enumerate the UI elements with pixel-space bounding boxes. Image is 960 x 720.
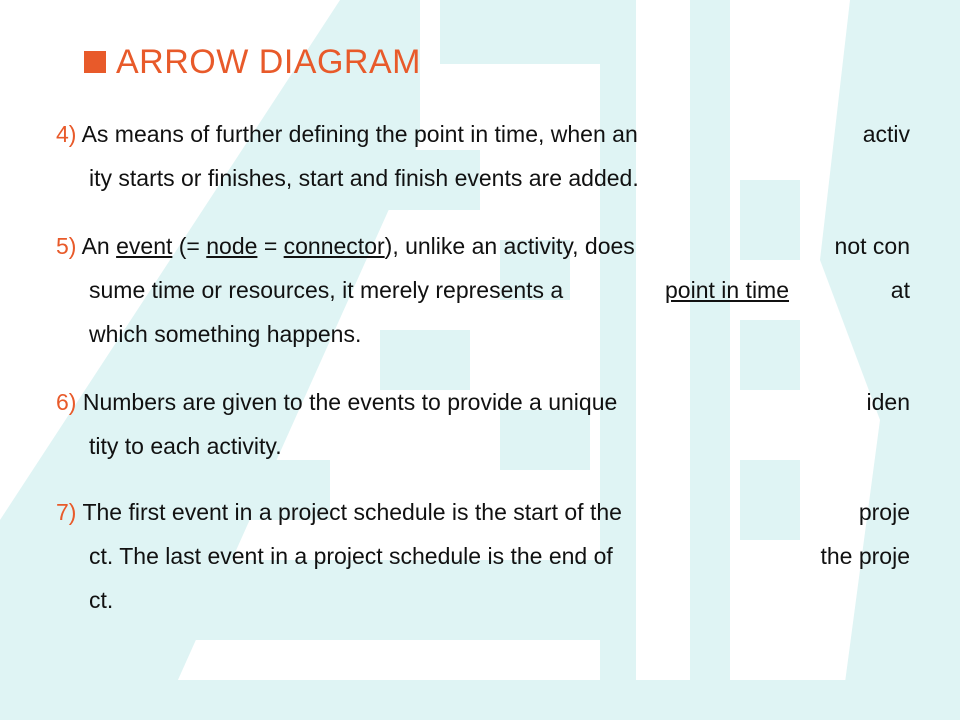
list-item-7-number: 7) [56, 499, 77, 525]
list-item-5-text-c: which something happens. [89, 321, 362, 347]
list-item-5-sep1: (= [178, 233, 200, 259]
slide-title-text: ARROW DIAGRAM [116, 42, 421, 81]
list-item-6-text-c: tity to each activity. [89, 433, 282, 459]
list-item-6-text-b: iden [866, 389, 910, 415]
title-bullet-square [84, 51, 106, 73]
list-item-6 [56, 380, 910, 468]
list-item-7-text-e: ct. [89, 587, 114, 613]
list-item-4 [56, 112, 910, 200]
term-event: event [116, 233, 173, 259]
list-item-5-at: at [890, 277, 910, 303]
list-item-7-line-3 [56, 578, 910, 622]
list-item-5-sep2: = [263, 233, 278, 259]
list-item-4-line-2 [56, 156, 910, 200]
list-item-6-line-1 [56, 380, 910, 424]
list-item-5 [56, 224, 910, 356]
list-item-5-number: 5) [56, 233, 77, 259]
list-item-5-line-1 [56, 224, 910, 268]
list-item-5-line-3 [56, 312, 910, 356]
slide-title [84, 40, 421, 84]
list-item-4-text-b: activ [862, 121, 910, 147]
list-item-5-line-2 [56, 268, 910, 312]
list-item-4-line-1 [56, 112, 910, 156]
term-connector: connector [283, 233, 385, 259]
list-item-5-text-b: sume time or resources, it merely represents a [89, 277, 564, 303]
list-item-7-text-c: ct. The last event in a project schedule is the end of [89, 543, 613, 569]
list-item-5-end: not con [834, 233, 910, 259]
list-item-6-line-2 [56, 424, 910, 468]
term-point-in-time: point in time [665, 277, 790, 303]
list-item-7-text-a: The first event in a project schedule is the start of the [82, 499, 622, 525]
list-item-7 [56, 490, 910, 622]
list-item-7-line-2 [56, 534, 910, 578]
list-item-7-text-b: proje [858, 499, 910, 525]
list-item-6-text-a: Numbers are given to the events to provide a unique [82, 389, 618, 415]
list-item-6-number: 6) [56, 389, 77, 415]
list-item-7-text-d: the proje [820, 543, 910, 569]
list-item-7-line-1 [56, 490, 910, 534]
list-item-4-text-c: ity starts or finishes, start and finish events are added. [89, 165, 639, 191]
term-node: node [206, 233, 258, 259]
list-item-4-number: 4) [56, 121, 77, 147]
list-item-4-text-a: As means of further defining the point in time, when an [81, 121, 638, 147]
list-item-5-rest: ), unlike an activity, does [384, 233, 635, 259]
list-item-5-an: An [81, 233, 110, 259]
